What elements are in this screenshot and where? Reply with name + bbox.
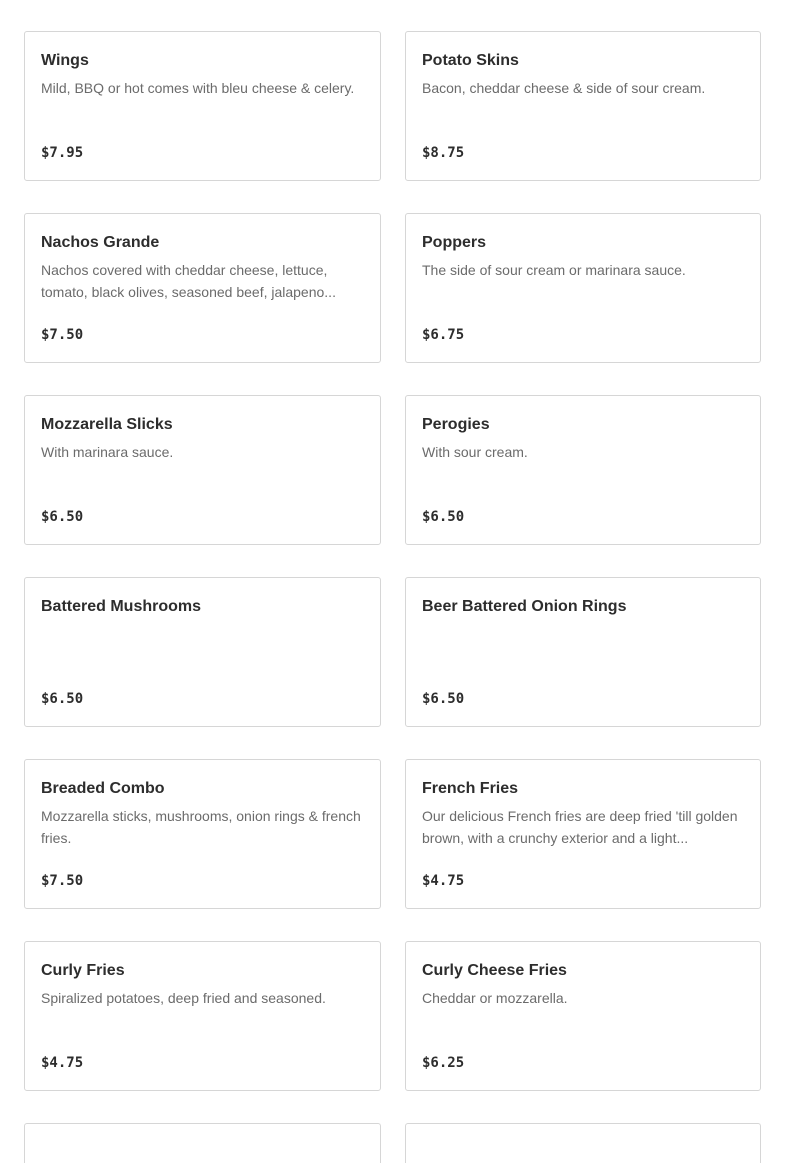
menu-item-card[interactable]: [24, 213, 381, 363]
menu-item-price: $4.75: [422, 873, 465, 889]
menu-item-name: Wings: [41, 52, 89, 69]
menu-items-grid: [24, 31, 761, 1163]
menu-item-name: Mozzarella Slicks: [41, 416, 173, 433]
menu-item-name: Battered Mushrooms: [41, 598, 202, 615]
menu-item-card[interactable]: [24, 759, 381, 909]
menu-item-price: $6.50: [41, 509, 84, 525]
menu-item-description: Our delicious French fries are deep fried 'till golden brown, with a crunchy exterior and a light...: [422, 808, 738, 846]
menu-item-price: $6.75: [422, 327, 465, 343]
menu-item-card[interactable]: [405, 759, 761, 909]
menu-item-card[interactable]: [405, 395, 761, 545]
menu-item-name: Nachos Grande: [41, 234, 160, 251]
menu-item-description: Mozzarella sticks, mushrooms, onion rings & french fries.: [41, 808, 361, 846]
menu-item-card[interactable]: [24, 941, 381, 1091]
menu-item-price: $8.75: [422, 145, 465, 161]
menu-item-description: Spiralized potatoes, deep fried and seasoned.: [41, 990, 326, 1006]
menu-item-description: Mild, BBQ or hot comes with bleu cheese & celery.: [41, 80, 355, 96]
menu-item-description: With marinara sauce.: [41, 444, 174, 460]
menu-item-name: Curly Cheese Fries: [422, 962, 567, 979]
menu-item-name: Breaded Combo: [41, 780, 165, 797]
menu-item-card[interactable]: [405, 941, 761, 1091]
menu-item-name: Potato Skins: [422, 52, 519, 69]
menu-item-card-partial[interactable]: [405, 1123, 761, 1163]
menu-item-name: French Fries: [422, 780, 519, 797]
menu-item-price: $6.50: [422, 509, 465, 525]
menu-item-description: Bacon, cheddar cheese & side of sour cream.: [422, 80, 706, 96]
menu-item-card[interactable]: [405, 213, 761, 363]
menu-item-description: With sour cream.: [422, 444, 528, 460]
menu-item-price: $7.50: [41, 873, 84, 889]
menu-item-price: $6.50: [41, 691, 84, 707]
menu-item-card[interactable]: [24, 31, 381, 181]
menu-item-price: $4.75: [41, 1055, 84, 1071]
menu-item-description: The side of sour cream or marinara sauce.: [422, 262, 686, 278]
menu-item-price: $7.50: [41, 327, 84, 343]
menu-item-card[interactable]: [405, 577, 761, 727]
menu-item-name: Beer Battered Onion Rings: [422, 598, 627, 615]
menu-item-name: Curly Fries: [41, 962, 125, 979]
menu-item-description: Nachos covered with cheddar cheese, lettuce, tomato, black olives, seasoned beef, jalapeno...: [41, 262, 336, 300]
menu-item-name: Poppers: [422, 234, 487, 251]
menu-item-price: $6.50: [422, 691, 465, 707]
menu-item-price: $7.95: [41, 145, 84, 161]
menu-item-card-partial[interactable]: [24, 1123, 381, 1163]
menu-item-name: Perogies: [422, 416, 490, 433]
menu-item-card[interactable]: [24, 395, 381, 545]
menu-item-price: $6.25: [422, 1055, 465, 1071]
menu-item-card[interactable]: [24, 577, 381, 727]
menu-item-description: Cheddar or mozzarella.: [422, 990, 568, 1006]
menu-item-card[interactable]: [405, 31, 761, 181]
